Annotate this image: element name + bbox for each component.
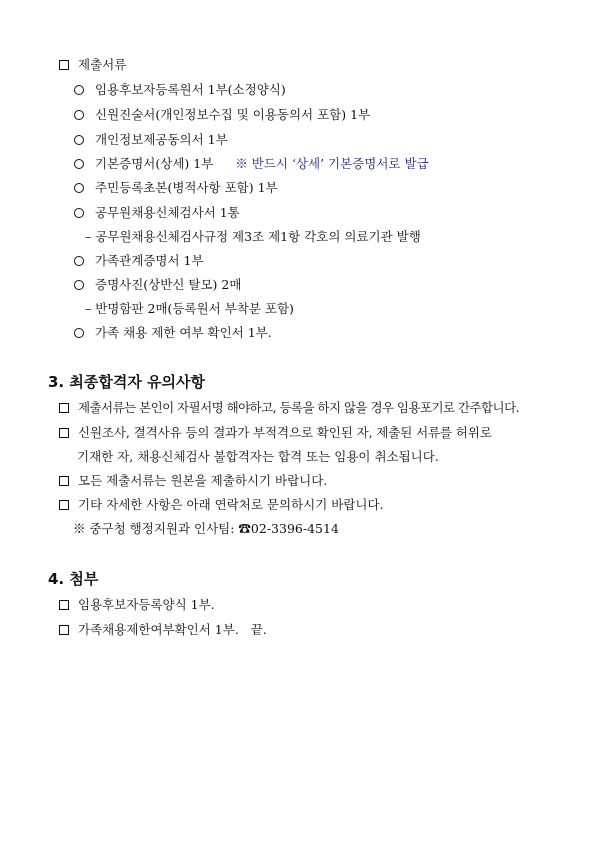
submission-item-text: 임용후보자등록원서 1부(소정양식) — [95, 82, 286, 97]
section3-heading: 3. 최종합격자 유의사항 — [48, 373, 205, 391]
submission-item — [74, 253, 204, 269]
submission-item — [74, 180, 278, 196]
circle-bullet-icon — [74, 159, 84, 169]
square-bullet-icon — [59, 625, 69, 635]
submission-item — [74, 107, 370, 123]
contact-line — [73, 521, 339, 537]
circle-bullet-icon — [74, 110, 84, 120]
attachment-item — [59, 622, 267, 638]
circle-bullet-icon — [74, 85, 84, 95]
square-bullet-icon — [59, 476, 69, 486]
section3-item-text: 신원조사, 결격사유 등의 결과가 부적격으로 확인된 자, 제출된 서류를 허위로 — [78, 425, 492, 440]
submission-item-text: 주민등록초본(병적사항 포함) 1부 — [95, 180, 278, 195]
submission-subitem-text: – 반명함판 2매(등록원서 부착분 포함) — [85, 301, 294, 316]
square-bullet-icon — [59, 500, 69, 510]
submission-item — [74, 325, 272, 341]
submission-item-text: 가족관계증명서 1부 — [95, 253, 204, 268]
circle-bullet-icon — [74, 135, 84, 145]
section4-heading: 4. 첨부 — [48, 570, 99, 588]
circle-bullet-icon — [74, 183, 84, 193]
submission-item — [74, 205, 240, 221]
contact-text: ※ 중구청 행정지원과 인사팀: ☎02-3396-4514 — [73, 521, 339, 536]
square-bullet-icon — [59, 428, 69, 438]
attachment-item-text: 임용후보자등록양식 1부. — [78, 597, 215, 612]
section3-item-text: 기타 자세한 사항은 아래 연락처로 문의하시기 바랍니다. — [78, 497, 384, 512]
square-bullet-icon — [59, 60, 69, 70]
attachment-item-text: 가족채용제한여부확인서 1부. 끝. — [78, 622, 267, 637]
circle-bullet-icon — [74, 208, 84, 218]
circle-bullet-icon — [74, 280, 84, 290]
section3-item — [59, 400, 519, 416]
submission-item — [74, 277, 241, 293]
submission-item-text: 기본증명서(상세) 1부 — [95, 156, 214, 171]
family-cert-note: ※ 반드시 ‘상세’ 기본증명서로 발급 — [235, 156, 429, 171]
section3-item — [59, 425, 492, 441]
section3-item — [59, 497, 384, 513]
submission-item-text: 증명사진(상반신 탈모) 2매 — [95, 277, 242, 292]
submission-subitem-text: – 공무원채용신체검사규정 제3조 제1항 각호의 의료기관 발행 — [85, 229, 421, 244]
circle-bullet-icon — [74, 328, 84, 338]
submission-item-text: 개인정보제공동의서 1부 — [95, 132, 228, 147]
section3-item-continuation — [77, 449, 439, 465]
section3-item-text: 제출서류는 본인이 자필서명 해야하고, 등록을 하지 않을 경우 임용포기로 간주합니다. — [78, 400, 520, 415]
submission-subitem — [85, 229, 421, 245]
submission-item — [74, 132, 228, 148]
submission-item-text: 가족 채용 제한 여부 확인서 1부. — [95, 325, 272, 340]
section3-item-text: 모든 제출서류는 원본을 제출하시기 바랍니다. — [78, 473, 328, 488]
submission-subitem — [85, 301, 294, 317]
submission-title-line — [59, 57, 126, 73]
circle-bullet-icon — [74, 256, 84, 266]
section3-item — [59, 473, 327, 489]
square-bullet-icon — [59, 600, 69, 610]
submission-item-family-cert — [74, 156, 429, 172]
section3-item-text: 기재한 자, 채용신체검사 불합격자는 합격 또는 임용이 취소됩니다. — [77, 449, 439, 464]
submission-item-text: 신원진술서(개인정보수집 및 이용동의서 포함) 1부 — [95, 107, 371, 122]
attachment-item — [59, 597, 215, 613]
submission-item — [74, 82, 286, 98]
submission-item-text: 공무원채용신체검사서 1통 — [95, 205, 240, 220]
submission-title: 제출서류 — [78, 57, 127, 72]
square-bullet-icon — [59, 403, 69, 413]
